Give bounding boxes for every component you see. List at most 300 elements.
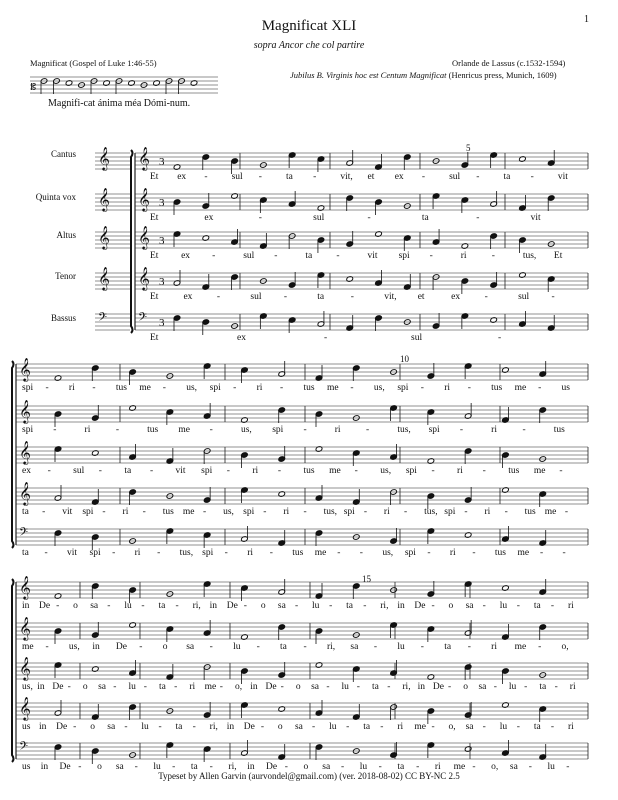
lyric-syllable: vit: [175, 466, 186, 476]
lyric-syllable: -: [530, 172, 534, 182]
lyric-syllable: me: [314, 548, 327, 558]
lyric-syllable: lu: [141, 722, 149, 732]
lyric-syllable: sa: [186, 642, 195, 652]
lyric-syllable: -: [329, 601, 333, 611]
lyric-syllable: lu: [329, 722, 337, 732]
lyric-syllable: spi: [397, 383, 409, 393]
lyric-syllable: -: [162, 383, 166, 393]
lyric-syllable: spi: [202, 548, 214, 558]
lyric-syllable: -: [431, 601, 435, 611]
lyric-syllable: -: [363, 601, 367, 611]
lyric-syllable: -: [431, 722, 435, 732]
lyric-syllable: -: [294, 601, 299, 611]
lyric-syllable: us,: [380, 466, 392, 476]
lyric-syllable: -: [277, 466, 282, 476]
lyric-syllable: -: [459, 425, 464, 435]
lyric-syllable: -: [124, 722, 128, 732]
lyric-syllable: ri: [460, 251, 467, 261]
lyric-syllable: -: [416, 762, 420, 772]
system-1-incipit-clef: 𝄞: [98, 225, 110, 249]
lyric-syllable: lu: [499, 722, 508, 732]
system-1-clef: 𝄞: [138, 266, 150, 290]
lyric-syllable: -: [73, 722, 77, 732]
text-source: Magnificat (Gospel of Luke 1:46-55): [30, 58, 157, 68]
system-2-clef: 𝄞: [19, 399, 31, 423]
lyric-syllable: tus: [494, 548, 506, 558]
lyric-syllable: o: [260, 601, 266, 611]
lyric-syllable: o,: [235, 682, 243, 692]
lyric-syllable: sa: [107, 722, 116, 732]
lyric-syllable: -: [354, 466, 358, 476]
lyric-syllable: -: [47, 466, 51, 476]
lyric-syllable: me: [414, 722, 426, 732]
voice-label-altus: Altus: [56, 230, 76, 240]
lyric-syllable: -: [102, 507, 106, 517]
lyric-syllable: sul: [518, 292, 530, 302]
lyric-syllable: sul: [250, 292, 262, 302]
lyric-syllable: o: [463, 682, 469, 692]
lyric-syllable: ex: [204, 213, 214, 223]
lyric-syllable: us: [22, 722, 31, 732]
lyric-syllable: us,: [223, 507, 234, 517]
lyric-syllable: ta: [539, 682, 547, 692]
lyric-syllable: ex: [22, 466, 31, 476]
lyric-syllable: us,: [240, 425, 252, 435]
lyric-syllable: -: [559, 466, 563, 476]
composer: Orlande de Lassus (c.1532-1594): [452, 58, 566, 68]
lyric-syllable: spi: [404, 548, 416, 558]
lyric-syllable: ex: [181, 251, 191, 261]
lyric-syllable: -: [303, 507, 307, 517]
lyric-syllable: ri: [567, 722, 574, 732]
lyric-syllable: Et: [553, 251, 563, 261]
lyric-syllable: -: [522, 425, 526, 435]
footer-credit: Typeset by Allen Garvin (aurvondel@gmail.com) (ver. 2018-08-02) CC BY-NC 2.5: [158, 771, 460, 781]
lyric-syllable: -: [243, 601, 247, 611]
lyric-syllable: o: [73, 601, 78, 611]
lyric-syllable: ex: [237, 333, 246, 343]
lyric-syllable: ta: [305, 251, 313, 261]
lyric-syllable: ri: [397, 722, 404, 732]
lyric-syllable: me: [533, 466, 546, 476]
lyric-syllable: ri,: [228, 762, 237, 772]
lyric-syllable: in: [40, 762, 49, 772]
system-3-clef: 𝄞: [19, 575, 31, 599]
lyric-syllable: ta: [533, 722, 541, 732]
lyric-syllable: me: [517, 548, 530, 558]
lyric-syllable: -: [284, 762, 288, 772]
lyric-syllable: De: [56, 722, 68, 732]
lyric-syllable: spi: [209, 383, 221, 393]
lyric-syllable: -: [472, 762, 476, 772]
lyric-syllable: -: [482, 466, 486, 476]
piece-title: Magnificat XLI: [261, 18, 357, 34]
lyric-syllable: -: [539, 548, 544, 558]
lyric-syllable: -: [274, 251, 278, 261]
lyric-syllable: ex: [451, 292, 461, 302]
lyric-syllable: ta: [285, 172, 293, 182]
piece-subtitle: sopra Ancor che col partire: [253, 40, 365, 51]
lyric-syllable: in: [247, 762, 255, 772]
lyric-syllable: lu: [128, 682, 136, 692]
lyric-syllable: in: [226, 722, 235, 732]
lyric-syllable: sa: [90, 601, 99, 611]
lyric-syllable: -: [263, 507, 267, 517]
lyric-syllable: -: [283, 292, 288, 302]
lyric-syllable: me: [139, 383, 151, 393]
lyric-syllable: -: [143, 682, 147, 692]
lyric-syllable: -: [373, 642, 378, 652]
lyric-syllable: o: [295, 682, 301, 692]
lyric-syllable: ri: [484, 507, 491, 517]
lyric-syllable: ex: [177, 172, 187, 182]
lyric-syllable: tus: [115, 383, 127, 393]
lyric-syllable: -: [562, 548, 566, 558]
system-3-clef: 𝄞: [19, 616, 31, 640]
lyric-syllable: ri: [256, 383, 263, 393]
lyric-syllable: in: [22, 601, 30, 611]
lyric-syllable: -: [216, 292, 221, 302]
lyric-syllable: lu: [124, 601, 132, 611]
lyric-syllable: sul: [313, 213, 325, 223]
lyric-syllable: -: [92, 383, 96, 393]
lyric-syllable: -: [421, 172, 426, 182]
lyric-syllable: De: [265, 762, 278, 772]
lyric-syllable: Et: [150, 172, 159, 182]
lyric-syllable: tus: [147, 425, 159, 435]
lyric-syllable: us,: [186, 383, 198, 393]
lyric-syllable: me: [178, 425, 190, 435]
lyric-syllable: o: [90, 722, 95, 732]
lyric-syllable: -: [367, 213, 371, 223]
lyric-syllable: ri: [491, 425, 497, 435]
lyric-syllable: -: [280, 383, 284, 393]
lyric-syllable: ri,: [402, 682, 411, 692]
intonation-clef: 𝄡: [31, 83, 37, 93]
lyric-syllable: -: [482, 722, 486, 732]
lyric-syllable: -: [172, 762, 176, 772]
lyric-syllable: -: [280, 682, 284, 692]
lyric-syllable: ri,: [192, 601, 201, 611]
lyric-syllable: -: [269, 548, 273, 558]
lyric-syllable: De: [39, 601, 51, 611]
lyric-syllable: -: [224, 548, 228, 558]
lyric-syllable: spi: [272, 425, 284, 435]
lyric-syllable: -: [504, 507, 508, 517]
lyric-syllable: -: [363, 507, 367, 517]
lyric-syllable: ri,: [209, 722, 218, 732]
lyric-syllable: ri,: [380, 601, 389, 611]
lyric-syllable: -: [420, 642, 424, 652]
lyric-syllable: -: [141, 601, 145, 611]
lyric-syllable: lu: [233, 642, 241, 652]
lyric-syllable: -: [258, 213, 262, 223]
lyric-syllable: -: [366, 425, 370, 435]
lyric-syllable: -: [359, 548, 363, 558]
lyric-syllable: -: [260, 722, 265, 732]
lyric-syllable: ri: [189, 682, 196, 692]
measure-number-10: 10: [400, 354, 409, 364]
system-2-clef: 𝄢: [19, 526, 29, 542]
lyric-syllable: tus,: [179, 548, 194, 558]
lyric-syllable: -: [337, 548, 341, 558]
lyric-syllable: De: [243, 722, 255, 732]
lyric-syllable: spi: [22, 383, 34, 393]
system-3-clef: 𝄞: [19, 696, 31, 720]
lyric-syllable: sa: [465, 722, 474, 732]
lyric-syllable: -: [303, 425, 307, 435]
lyric-syllable: Et: [150, 333, 159, 343]
lyric-syllable: vit: [367, 251, 378, 261]
lyric-syllable: -: [256, 642, 260, 652]
lyric-syllable: -: [404, 507, 408, 517]
lyric-syllable: ri: [457, 466, 463, 476]
lyric-syllable: -: [258, 172, 262, 182]
lyric-syllable: -: [78, 762, 82, 772]
lyric-syllable: tus: [303, 383, 315, 393]
lyric-syllable: -: [429, 251, 433, 261]
lyric-syllable: tus,: [397, 425, 411, 435]
lyric-syllable: ta: [371, 682, 379, 692]
lyric-syllable: ta: [22, 507, 29, 517]
system-1-incipit-clef: 𝄞: [98, 187, 110, 211]
lyric-syllable: us,: [373, 383, 385, 393]
lyric-syllable: De: [414, 601, 426, 611]
lyric-syllable: -: [476, 172, 480, 182]
lyric-syllable: ta: [158, 601, 166, 611]
lyric-syllable: ta: [124, 466, 132, 476]
page-number: 1: [584, 14, 589, 25]
lyric-syllable: o: [162, 642, 168, 652]
lyric-syllable: me: [514, 642, 527, 652]
lyric-syllable: -: [42, 507, 46, 517]
lyric-syllable: spi: [243, 507, 255, 517]
lyric-syllable: ta: [346, 601, 353, 611]
lyric-syllable: -: [341, 762, 345, 772]
lyric-syllable: ta: [190, 762, 198, 772]
lyric-syllable: ri,: [326, 642, 336, 652]
lyric-syllable: et: [417, 292, 425, 302]
lyric-syllable: tus: [303, 466, 315, 476]
lyric-syllable: -: [464, 507, 468, 517]
lyric-syllable: o: [97, 762, 102, 772]
lyric-syllable: ri: [68, 383, 75, 393]
lyric-syllable: -: [324, 333, 328, 343]
lyric-syllable: lu: [153, 762, 161, 772]
voice-label-tenor: Tenor: [55, 271, 76, 281]
lyric-syllable: spi: [343, 507, 355, 517]
lyric-syllable: tus: [553, 425, 565, 435]
lyric-syllable: -: [346, 722, 350, 732]
system-1-meter: 3: [159, 276, 165, 288]
lyric-syllable: -: [378, 762, 382, 772]
lyric-syllable: -: [467, 642, 471, 652]
lyric-syllable: -: [350, 383, 354, 393]
lyric-syllable: -: [142, 507, 146, 517]
lyric-syllable: sul: [73, 466, 85, 476]
lyric-syllable: -: [303, 642, 307, 652]
lyric-syllable: me: [204, 682, 217, 692]
lyric-syllable: -: [202, 507, 207, 517]
lyric-syllable: in: [417, 682, 425, 692]
lyric-syllable: -: [212, 251, 216, 261]
lyric-syllable: Et: [150, 292, 159, 302]
lyric-syllable: -: [204, 172, 208, 182]
lyric-syllable: -: [356, 682, 360, 692]
system-1-meter: 3: [159, 197, 165, 209]
lyric-syllable: -: [380, 722, 384, 732]
lyric-syllable: sa: [311, 682, 320, 692]
system-1-incipit-clef: 𝄞: [98, 146, 110, 170]
lyric-syllable: o,: [491, 762, 499, 772]
lyric-syllable: us,: [68, 642, 80, 652]
lyric-syllable: ta: [503, 172, 511, 182]
lyric-syllable: sa: [115, 762, 124, 772]
lyric-syllable: spi: [444, 507, 456, 517]
lyric-syllable: et: [367, 172, 375, 182]
lyric-syllable: -: [564, 507, 569, 517]
lyric-syllable: -: [431, 466, 435, 476]
lyric-syllable: -: [45, 383, 49, 393]
lyric-syllable: o: [303, 762, 309, 772]
system-1-clef: 𝄢: [138, 311, 148, 327]
system-2-bracket: [12, 361, 14, 548]
lyric-syllable: tus: [292, 548, 304, 558]
lyric-syllable: ta: [175, 722, 183, 732]
lyric-syllable: -: [516, 601, 520, 611]
lyric-syllable: in: [397, 601, 405, 611]
lyric-syllable: sa: [98, 682, 106, 692]
lyric-syllable: us: [561, 383, 570, 393]
lyric-syllable: in: [209, 601, 218, 611]
lyric-syllable: ta: [421, 213, 429, 223]
lyric-syllable: De: [432, 682, 444, 692]
measure-number-15: 15: [362, 574, 371, 584]
lyric-syllable: -: [115, 425, 119, 435]
lyric-syllable: -: [524, 682, 528, 692]
lyric-syllable: in: [39, 722, 47, 732]
lyric-syllable: -: [427, 548, 431, 558]
lyric-syllable: o: [277, 722, 283, 732]
lyric-syllable: De: [226, 601, 238, 611]
system-1-bracket: [131, 150, 133, 333]
lyric-syllable: me: [544, 507, 557, 517]
lyric-syllable: lu: [547, 762, 555, 772]
lyric-syllable: lu: [359, 762, 368, 772]
lyric-syllable: -: [550, 601, 555, 611]
lyric-syllable: -: [149, 466, 154, 476]
lyric-syllable: sul: [449, 172, 461, 182]
lyric-syllable: -: [498, 333, 502, 343]
lyric-syllable: -: [420, 383, 424, 393]
lyric-syllable: sa: [294, 722, 303, 732]
lyric-syllable: -: [472, 548, 476, 558]
lyric-syllable: -: [554, 682, 558, 692]
lyric-syllable: tus,: [522, 251, 537, 261]
lyric-syllable: -: [336, 251, 340, 261]
lyric-syllable: in: [37, 682, 45, 692]
lyric-syllable: -: [226, 466, 230, 476]
lyric-syllable: -: [387, 682, 391, 692]
lyric-syllable: ex: [394, 172, 404, 182]
lyric-syllable: ri: [122, 507, 129, 517]
lyric-syllable: vit: [67, 548, 78, 558]
lyric-syllable: -: [157, 548, 161, 558]
lyric-syllable: -: [491, 251, 495, 261]
lyric-syllable: me: [453, 762, 466, 772]
lyric-syllable: us,: [382, 548, 394, 558]
lyric-syllable: spi: [82, 507, 94, 517]
lyric-syllable: ri: [491, 642, 497, 652]
system-1-meter: 3: [159, 235, 165, 247]
lyric-syllable: -: [192, 722, 196, 732]
print-source-publisher: (Henricus press, Munich, 1609): [446, 70, 557, 80]
lyric-syllable: me: [326, 383, 339, 393]
lyric-syllable: -: [134, 762, 138, 772]
lyric-syllable: me: [329, 466, 341, 476]
lyric-syllable: -: [538, 642, 542, 652]
lyric-syllable: spi: [398, 251, 410, 261]
lyric-syllable: -: [550, 722, 555, 732]
lyric-syllable: -: [233, 383, 237, 393]
lyric-syllable: -: [158, 722, 162, 732]
lyric-syllable: spi: [405, 466, 417, 476]
lyric-syllable: -: [209, 762, 213, 772]
system-1-clef: 𝄞: [138, 187, 150, 211]
lyric-syllable: ta: [533, 601, 541, 611]
lyric-syllable: ta: [317, 292, 325, 302]
lyric-syllable: ta: [397, 762, 405, 772]
lyric-syllable: ex: [183, 292, 193, 302]
print-source-title: Jubilus B. Virginis hoc est Centum Magnificat: [290, 70, 447, 80]
lyric-syllable: vit: [530, 213, 541, 223]
lyric-syllable: De: [265, 682, 277, 692]
lyric-syllable: tus: [524, 507, 536, 517]
lyric-syllable: ri: [434, 762, 441, 772]
lyric-syllable: -: [493, 682, 497, 692]
lyric-syllable: spi: [89, 548, 101, 558]
lyric-syllable: -: [112, 548, 116, 558]
lyric-syllable: -: [448, 682, 452, 692]
lyric-syllable: ri: [247, 548, 253, 558]
lyric-syllable: me: [514, 383, 527, 393]
system-1-clef: 𝄞: [138, 225, 150, 249]
lyric-syllable: -: [53, 425, 57, 435]
lyric-syllable: in: [250, 682, 258, 692]
voice-label-bassus: Bassus: [50, 313, 76, 323]
system-2-clef: 𝄞: [19, 440, 31, 464]
lyric-syllable: tus: [508, 466, 520, 476]
system-1-meter: 3: [159, 156, 165, 168]
lyric-syllable: lu: [397, 642, 405, 652]
lyric-syllable: vit,: [384, 292, 397, 302]
lyric-syllable: vit,: [340, 172, 353, 182]
lyric-syllable: sa: [478, 682, 487, 692]
lyric-syllable: -: [528, 762, 532, 772]
lyric-syllable: -: [476, 213, 480, 223]
lyric-syllable: De: [59, 762, 71, 772]
intonation-lyric: Magnifi-cat ánima méa Dómi-num.: [48, 98, 191, 109]
lyric-syllable: o,: [561, 642, 569, 652]
lyric-syllable: lu: [508, 682, 517, 692]
lyric-syllable: vit: [557, 172, 568, 182]
system-1-incipit-clef: 𝄞: [98, 266, 110, 290]
lyric-syllable: -: [326, 682, 330, 692]
lyric-syllable: ri: [567, 601, 574, 611]
lyric-syllable: ta: [22, 548, 29, 558]
system-2-clef: 𝄞: [19, 481, 31, 505]
lyric-syllable: us: [22, 762, 31, 772]
